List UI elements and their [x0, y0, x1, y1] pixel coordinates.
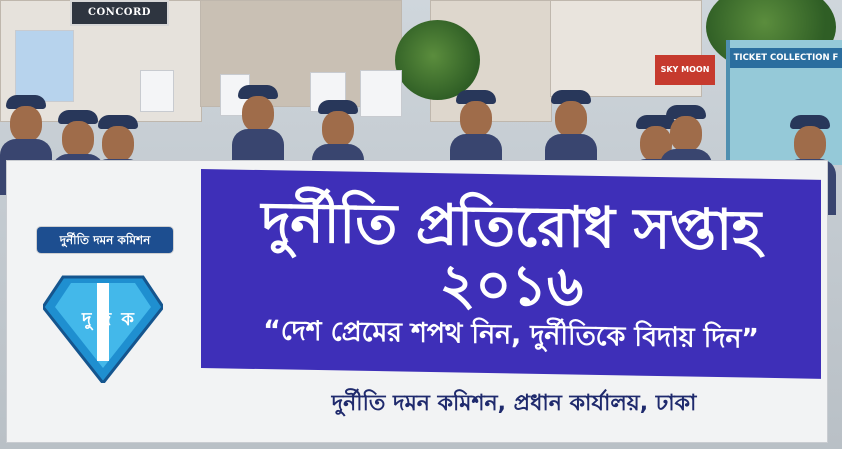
banner-slogan: “দেশ প্রেমের শপথ নিন, দুর্নীতিকে বিদায় দিন” [263, 315, 759, 355]
acc-logo [25, 227, 195, 407]
protest-banner [6, 160, 828, 443]
ticket-collection-sign: TICKET COLLECTION F [730, 48, 842, 68]
banner-headline: দুর্নীতি প্রতিরোধ সপ্তাহ ২০১৬ [261, 190, 761, 320]
concord-sign: CONCORD [70, 0, 169, 26]
sky-moon-sign: SKY MOON [655, 55, 715, 85]
banner-footer: দুর্নীতি দমন কমিশন, প্রধান কার্যালয়, ঢাকা [331, 391, 697, 416]
logo-letters: দু দ ক [81, 309, 137, 330]
logo-ribbon: দুর্নীতি দমন কমিশন [37, 227, 173, 253]
banner-blue-panel [201, 169, 821, 379]
